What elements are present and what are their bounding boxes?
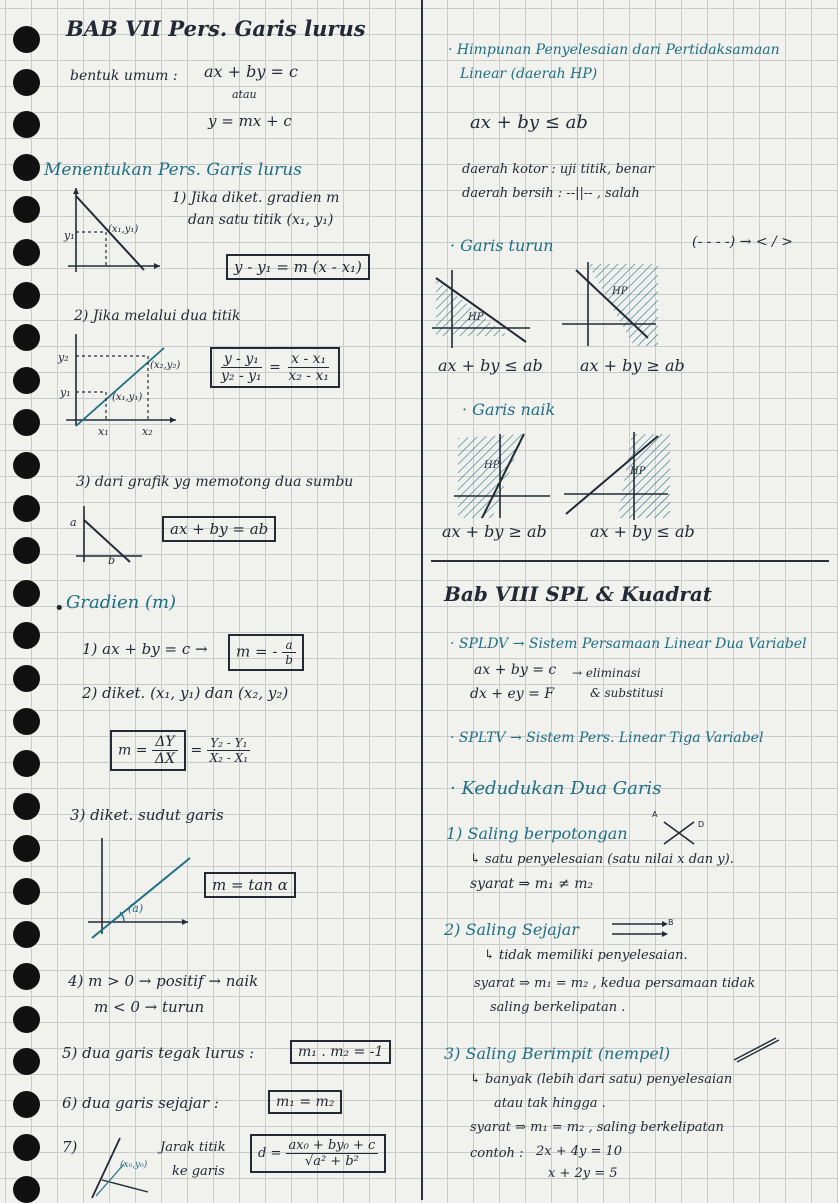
coincident-icon (732, 1034, 782, 1064)
graph2-y2: y₂ (58, 351, 69, 364)
g2-den2: X₂ - X₁ (209, 751, 249, 765)
g2-m: m = (118, 742, 148, 759)
g5-text: 5) dua garis tegak lurus : (62, 1044, 255, 1062)
k2-title: 2) Saling Sejajar (444, 920, 579, 939)
hp-label-1: HP (468, 312, 484, 323)
hp-heading-1: · Himpunan Penyelesaian dari Pertidaksamaan (448, 42, 780, 58)
turun-note: (- - - -) → < / > (692, 234, 793, 250)
g5-formula: m₁ . m₂ = -1 (290, 1040, 391, 1064)
k3-syarat: syarat ⇒ m₁ = m₂ , saling berkelipatan (470, 1120, 724, 1135)
g2-num2: Y₂ - Y₁ (207, 736, 250, 751)
g2-eq: = (190, 742, 203, 759)
graph-turun-below (432, 270, 532, 350)
case2-den-right: x₂ - x₁ (288, 368, 329, 384)
case2-num-left: y - y₁ (221, 351, 262, 368)
g7-num: ax₀ + by₀ + c (286, 1138, 379, 1154)
binder-hole (13, 878, 40, 905)
g7-label: 7) (62, 1138, 78, 1156)
intersect-d: D (698, 820, 705, 829)
graph2-x2: x₂ (142, 425, 153, 438)
k1-title: 1) Saling berpotongan (446, 824, 628, 843)
case1-line2: dan satu titik (x₁, y₁) (188, 212, 334, 228)
case3-text: 3) dari grafik yg memotong dua sumbu (76, 474, 354, 490)
turun-label-1: ax + by ≤ ab (438, 356, 543, 375)
binder-hole (13, 1176, 40, 1203)
binder-hole (13, 26, 40, 53)
graph-turun-above (560, 262, 660, 348)
bentuk-eq2: y = mx + c (208, 112, 292, 130)
binder-hole (13, 1006, 40, 1033)
g2-formula (110, 730, 251, 771)
graph1-point: (x₁,y₁) (108, 224, 139, 235)
g1-m: m = - (236, 642, 278, 661)
graph2-x1: x₁ (98, 425, 109, 438)
binder-hole (13, 409, 40, 436)
column-divider (421, 0, 423, 1200)
parallel-icon (610, 920, 670, 940)
graph2-p1: (x₁,y₁) (112, 392, 143, 403)
turun-heading: · Garis turun (450, 236, 554, 255)
binder-hole (13, 665, 40, 692)
intersect-icon (660, 818, 700, 848)
binder-hole (13, 154, 40, 181)
graph-naik-above (454, 434, 554, 520)
binder-hole (13, 580, 40, 607)
binder-hole (13, 69, 40, 96)
binder-hole (13, 835, 40, 862)
intersect-a: A (652, 810, 658, 819)
spltv: · SPLTV → Sistem Pers. Linear Tiga Variabel (450, 730, 764, 746)
k3-line2: atau tak hingga . (494, 1096, 606, 1111)
g7-den: √a² + b² (304, 1154, 359, 1169)
g3-formula: m = tan α (204, 872, 296, 898)
g3-alpha: (a) (128, 902, 144, 915)
k1-syarat: syarat ⇒ m₁ ≠ m₂ (470, 876, 594, 892)
section-divider (431, 560, 829, 562)
bentuk-atau: atau (232, 88, 257, 101)
parallel-b: B (668, 918, 674, 927)
gradien-bullet: • (54, 598, 65, 619)
case2-num-right: x - x₁ (288, 351, 329, 368)
g1-formula (228, 634, 304, 671)
binder-hole (13, 921, 40, 948)
kotor-text: daerah kotor : uji titik, benar (462, 162, 654, 177)
g1-text: 1) ax + by = c → (82, 640, 208, 658)
case2-text: 2) Jika melalui dua titik (74, 308, 241, 324)
g7-formula (250, 1134, 386, 1173)
g7-d: d = (258, 1146, 282, 1161)
hp-label-2: HP (612, 286, 628, 297)
g6-formula: m₁ = m₂ (268, 1090, 342, 1114)
binder-hole (13, 963, 40, 990)
graph3-a: a (70, 516, 77, 529)
k2-syarat2: saling berkelipatan . (490, 1000, 626, 1015)
k3-title: 3) Saling Berimpit (nempel) (444, 1044, 671, 1063)
binder-hole (13, 708, 40, 735)
k2-line: ↳ tidak memiliki penyelesaian. (484, 948, 688, 963)
binder-hole (13, 495, 40, 522)
binder-hole (13, 111, 40, 138)
g1-den: b (285, 653, 293, 667)
case2-formula: $\frac{\text{y - y₁}}{\text{y₂ - y₁}}$ = $\frac{\text{x - x₁}}{\text{x₂ - x₁}}$ (210, 347, 340, 388)
g7-text1: Jarak titik (160, 1140, 226, 1155)
binder-hole (13, 622, 40, 649)
kedudukan-heading: · Kedudukan Dua Garis (450, 778, 662, 799)
hp-label-4: HP (630, 466, 646, 477)
graph-two-points (60, 334, 180, 434)
binder-hole (13, 537, 40, 564)
contoh-label: contoh : (470, 1146, 524, 1161)
contoh-eq1: 2x + 4y = 10 (536, 1144, 623, 1159)
page-title: BAB VII Pers. Garis lurus (66, 16, 366, 41)
g2-text: 2) diket. (x₁, y₁) dan (x₂, y₂) (82, 684, 289, 702)
spldv-m1: → eliminasi (572, 666, 641, 680)
graph-naik-below (562, 432, 672, 522)
graph2-p2: (x₂,y₂) (150, 360, 181, 371)
spldv: · SPLDV → Sistem Persamaan Linear Dua Variabel (450, 636, 807, 652)
hp-heading-2: Linear (daerah HP) (460, 66, 598, 82)
binder-hole (13, 1134, 40, 1161)
binder-hole (13, 239, 40, 266)
graph1-y: y₁ (64, 229, 75, 242)
turun-label-2: ax + by ≥ ab (580, 356, 685, 375)
binder-hole (13, 452, 40, 479)
binder-hole (13, 367, 40, 394)
menentukan-heading: Menentukan Pers. Garis lurus (44, 160, 302, 180)
k1-line: ↳ satu penyelesaian (satu nilai x dan y). (470, 852, 734, 867)
graph2-y1: y₁ (60, 386, 71, 399)
gradien-heading: Gradien (m) (66, 592, 177, 613)
g7-point: (x₀,y₀) (120, 1160, 148, 1170)
bersih-text: daerah bersih : --||-- , salah (462, 186, 640, 201)
binder-hole (13, 1048, 40, 1075)
binder-hole (13, 750, 40, 777)
g3-text: 3) diket. sudut garis (70, 806, 224, 824)
binder-hole (13, 196, 40, 223)
g6-text: 6) dua garis sejajar : (62, 1094, 219, 1112)
bentuk-eq1: ax + by = c (204, 62, 298, 81)
g1-num: a (282, 638, 295, 653)
binder-hole (13, 282, 40, 309)
contoh-eq2: x + 2y = 5 (548, 1166, 618, 1181)
g7-text2: ke garis (172, 1164, 225, 1179)
hp-eq: ax + by ≤ ab (470, 112, 588, 133)
case3-formula: ax + by = ab (162, 516, 276, 542)
graph3-b: b (108, 554, 116, 567)
k3-line1: ↳ banyak (lebih dari satu) penyelesaian (470, 1072, 733, 1087)
g4-line1: 4) m > 0 → positif → naik (68, 972, 259, 990)
naik-heading: · Garis naik (462, 400, 556, 419)
hp-label-3: HP (484, 460, 500, 471)
case2-den-left: y₂ - y₁ (221, 368, 262, 384)
naik-label-1: ax + by ≥ ab (442, 522, 547, 541)
binder-hole (13, 324, 40, 351)
binder-hole (13, 793, 40, 820)
spldv-eq2: dx + ey = F (470, 686, 555, 702)
bentuk-label: bentuk umum : (70, 68, 178, 84)
spldv-eq1: ax + by = c (474, 662, 557, 678)
g4-line2: m < 0 → turun (94, 998, 205, 1016)
spldv-m2: & substitusi (590, 686, 664, 700)
case1-line1: 1) Jika diket. gradien m (172, 190, 340, 206)
g2-den: ΔX (154, 751, 175, 767)
g2-num: ΔY (152, 734, 177, 751)
bab8-title: Bab VIII SPL & Kuadrat (444, 582, 713, 606)
binder-hole (13, 1091, 40, 1118)
k2-syarat1: syarat ⇒ m₁ = m₂ , kedua persamaan tidak (474, 976, 756, 991)
graph-angle (84, 838, 194, 948)
case1-formula: y - y₁ = m (x - x₁) (226, 254, 370, 280)
naik-label-2: ax + by ≤ ab (590, 522, 695, 541)
